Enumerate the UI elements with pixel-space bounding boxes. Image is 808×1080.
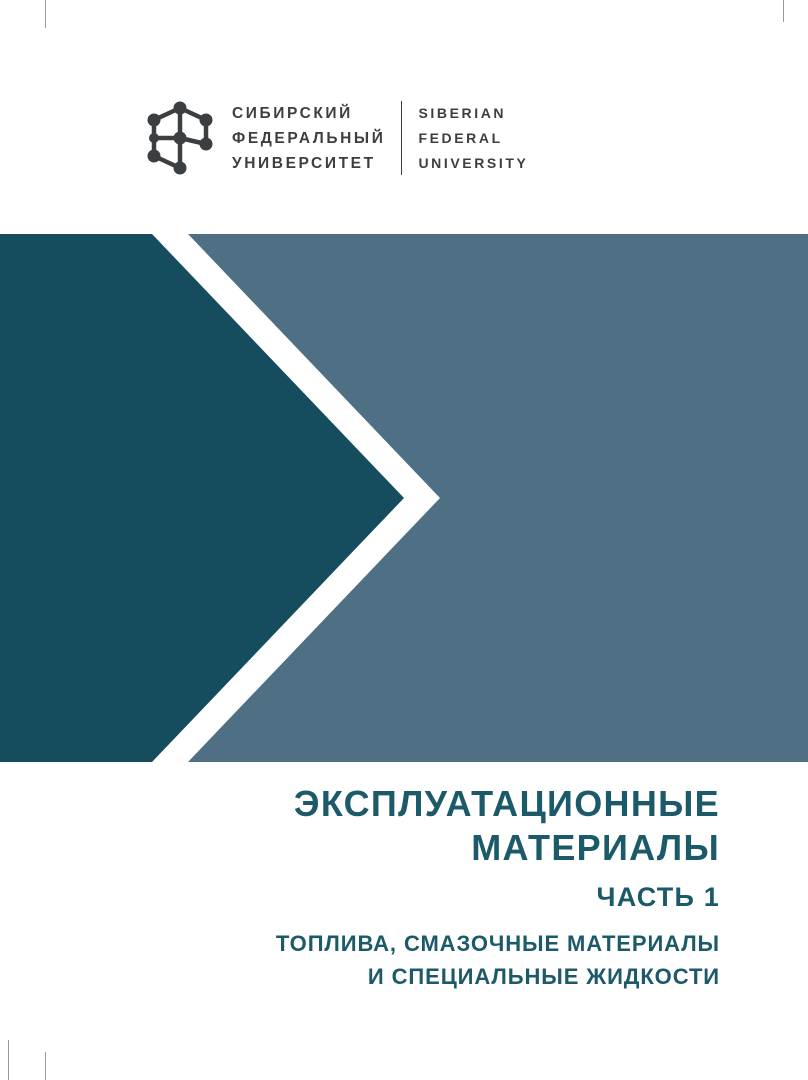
logo-text-english (418, 101, 528, 176)
logo-ru-line-1: СИБИРСКИЙ (232, 104, 353, 122)
logo-en-line-2: FEDERAL (418, 129, 503, 146)
crop-mark-bottom-left (8, 1040, 9, 1080)
logo-en-line-3: UNIVERSITY (418, 154, 529, 171)
logo-ru-line-3: УНИВЕРСИТЕТ (232, 154, 376, 172)
university-logo (140, 98, 528, 178)
logo-text-russian (220, 101, 385, 176)
cover-chevron-graphic (0, 234, 808, 762)
logo-ru-line-2: ФЕДЕРАЛЬНЫЙ (232, 129, 386, 147)
title-line-2: МАТЕРИАЛЫ (471, 827, 720, 868)
subtitle-line-2: И СПЕЦИАЛЬНЫЕ ЖИДКОСТИ (367, 964, 720, 989)
crop-mark-bottom-left-2 (45, 1052, 46, 1080)
cover-title-block (80, 782, 720, 992)
title-part: ЧАСТЬ 1 (596, 882, 720, 912)
sfu-molecule-logo-icon (140, 98, 220, 178)
crop-mark-top-left (45, 0, 46, 28)
crop-mark-top-right (783, 0, 784, 22)
logo-en-line-1: SIBERIAN (418, 104, 507, 121)
logo-divider (401, 101, 402, 175)
title-line-1: ЭКСПЛУАТАЦИОННЫЕ (293, 783, 720, 824)
subtitle-line-1: ТОПЛИВА, СМАЗОЧНЫЕ МАТЕРИАЛЫ (275, 931, 720, 956)
